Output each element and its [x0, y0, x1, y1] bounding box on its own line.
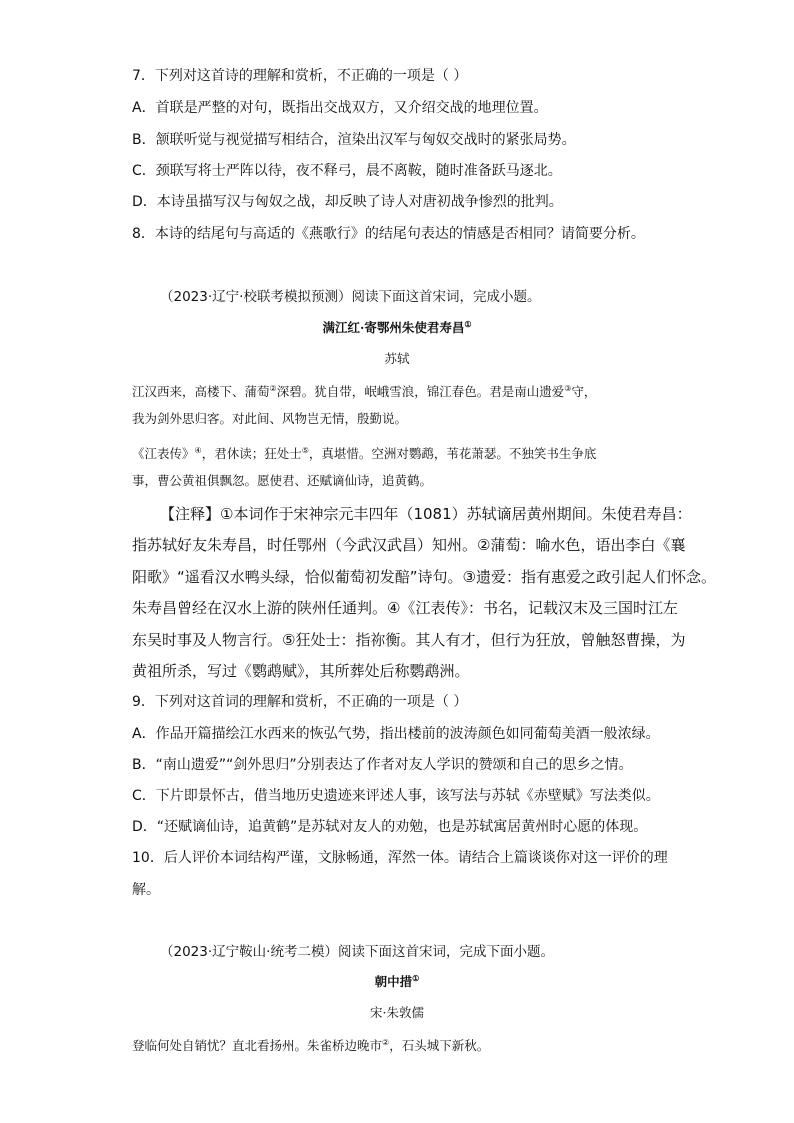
poem-text: 江汉西来，高楼下、蒲萄	[132, 384, 270, 400]
poem-text: ，真堪惜。空洲对鹦鹉，苇花萧瑟。不独笑书生争底	[308, 446, 597, 462]
q8-stem: 8．本诗的结尾句与高适的《燕歌行》的结尾句表达的情感是否相同？请简要分析。	[132, 226, 645, 242]
section2-note-6: 黄祖所杀，写过《鹦鹉赋》，其所葬处后称鹦鹉洲。	[132, 662, 470, 680]
footnote-mark: ④	[194, 446, 202, 455]
poem-text: 《江表传》	[132, 446, 195, 462]
section3-intro: （2023·辽宁鞍山·统考二模）阅读下面这首宋词，完成下面小题。	[160, 944, 554, 960]
q10-line-2: 解。	[132, 882, 160, 898]
section2-note-2: 指苏轼好友朱寿昌，时任鄂州（今武汉武昌）知州。②蒲萄：喻水色，语出李白《襄	[132, 536, 686, 554]
section2-poem-line-1	[132, 379, 596, 402]
section2-title-mark: ①	[464, 318, 472, 329]
footnote-mark: ②	[269, 384, 277, 393]
q7-option-d: D．本诗虽描写汉与匈奴之战，却反映了诗人对唐初战争惨烈的批判。	[132, 194, 563, 210]
section3-poem-author: 宋·朱敦儒	[370, 1005, 424, 1020]
poem-text: 登临何处自销忧？直北看扬州。朱雀桥边晚市	[132, 1038, 383, 1054]
q7-option-a: A．首联是严整的对句，既指出交战双方，又介绍交战的地理位置。	[132, 100, 548, 116]
section2-note-3: 阳歌》“遥看汉水鸭头绿，恰似葡萄初发醅”诗句。③遗爱：指有惠爱之政引起人们怀念。	[132, 568, 716, 586]
poem-text: 守，	[571, 384, 597, 400]
q7-option-c: C．颈联写将士严阵以待，夜不释弓，晨不离鞍，随时准备跃马逐北。	[132, 163, 562, 179]
section3-poem-line-1	[132, 1033, 489, 1056]
q9-stem: 9．下列对这首词的理解和赏析，不正确的一项是（ ）	[132, 694, 468, 710]
section2-poem-line-4: 事，曹公黄祖俱飘忽。愿使君、还赋谪仙诗，追黄鹤。	[132, 473, 433, 488]
q9-option-c: C．下片即景怀古，借当地历史遗迹来评述人事，该写法与苏轼《赤壁赋》写法类似。	[132, 788, 660, 804]
q9-option-d: D．“还赋谪仙诗，追黄鹤”是苏轼对友人的劝勉，也是苏轼寓居黄州时心愿的体现。	[132, 819, 648, 835]
footnote-mark: ③	[564, 384, 572, 393]
q7-stem: 7．下列对这首诗的理解和赏析，不正确的一项是（ ）	[132, 68, 468, 84]
poem-text: ，石头城下新秋。	[389, 1038, 490, 1054]
section3-poem-title	[0, 972, 794, 990]
section2-note-1: 【注释】①本词作于宋神宗元丰四年（1081）苏轼谪居黄州期间。朱使君寿昌：	[160, 505, 692, 523]
section3-title-mark: ①	[412, 972, 420, 983]
section2-intro: （2023·辽宁·校联考模拟预测）阅读下面这首宋词，完成小题。	[160, 289, 541, 305]
section2-poem-author: 苏轼	[384, 351, 410, 366]
section2-note-5: 东吴时事及人物言行。⑤狂处士：指祢衡。其人有才，但行为狂放，曾触怒曹操，为	[132, 631, 686, 649]
footnote-mark: ⑤	[301, 446, 309, 455]
section2-poem-line-3	[132, 441, 596, 464]
section2-poem-title	[0, 318, 794, 336]
footnote-mark: ②	[382, 1038, 390, 1047]
q9-option-b: B．“南山遗爱”“剑外思归”分别表达了作者对友人学识的赞颂和自己的思乡之情。	[132, 757, 633, 773]
section2-poem-line-2: 我为剑外思归客。对此间、风物岂无情，殷勤说。	[132, 411, 408, 426]
q10-line-1: 10．后人评价本词结构严谨，文脉畅通，浑然一体。请结合上篇谈谈你对这一评价的理	[132, 850, 668, 866]
section2-title-text: 满江红·寄鄂州朱使君寿昌	[322, 320, 465, 335]
section2-note-4: 朱寿昌曾经在汉水上游的陕州任通判。④《江表传》：书名，记载汉末及三国时江左	[132, 599, 678, 617]
q7-option-b: B．颔联听觉与视觉描写相结合，渲染出汉军与匈奴交战时的紧张局势。	[132, 132, 576, 148]
poem-text: ，君休读；狂处士	[201, 446, 302, 462]
poem-text: 深碧。犹自带，岷峨雪浪，锦江春色。君是南山遗爱	[276, 384, 565, 400]
q9-option-a: A．作品开篇描绘江水西来的恢弘气势，指出楼前的波涛颜色如同葡萄美酒一般浓绿。	[132, 726, 660, 742]
section3-title-text: 朝中措	[374, 974, 413, 989]
